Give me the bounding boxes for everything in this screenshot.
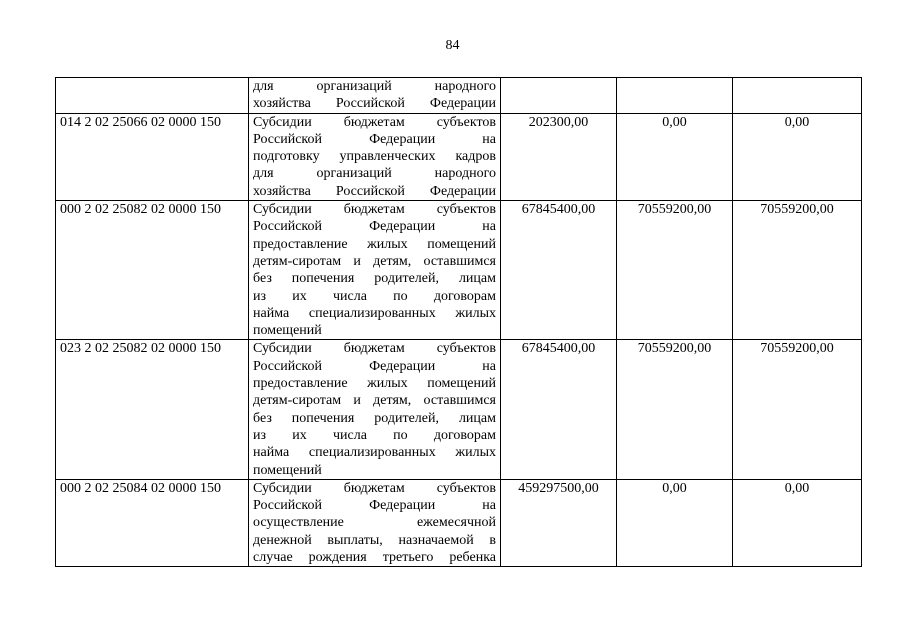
description-line: для организаций народного <box>253 79 496 94</box>
amount-cell-year-3: 70559200,00 <box>733 340 862 479</box>
amount-cell-year-3: 0,00 <box>733 113 862 200</box>
description-line: помещений <box>253 462 322 478</box>
table-row <box>56 113 862 200</box>
amount-cell-year-1 <box>501 78 617 114</box>
description-line: найма специализированных жилых <box>253 445 496 461</box>
budget-code-cell <box>56 78 249 114</box>
page-number: 84 <box>445 38 460 53</box>
description-cell <box>249 78 501 114</box>
description-line: детям-сиротам и детям, оставшимся <box>253 253 496 269</box>
table-row <box>56 479 862 566</box>
description-line: хозяйства Российской Федерации <box>253 183 496 199</box>
description-line: предоставление жилых помещений <box>253 376 496 392</box>
amount-cell-year-1: 67845400,00 <box>501 340 617 479</box>
budget-code-cell: 000 2 02 25082 02 0000 150 <box>56 201 249 340</box>
table-row <box>56 201 862 340</box>
description-line: Российской Федерации на <box>253 498 496 514</box>
description-line: Субсидии бюджетам субъектов <box>253 114 496 130</box>
table-row <box>56 78 862 114</box>
description-line: без попечения родителей, лицам <box>253 410 496 426</box>
amount-cell-year-1: 67845400,00 <box>501 201 617 340</box>
amount-cell-year-3: 70559200,00 <box>733 201 862 340</box>
description-line: хозяйства Российской Федерации <box>253 96 496 112</box>
description-line: Субсидии бюджетам субъектов <box>253 341 496 357</box>
budget-code-cell: 014 2 02 25066 02 0000 150 <box>56 113 249 200</box>
description-line: из их числа по договорам <box>253 427 496 443</box>
table-row <box>56 340 862 479</box>
description-line: Российской Федерации на <box>253 358 496 374</box>
description-line: Российской Федерации на <box>253 131 496 147</box>
description-line: помещений <box>253 323 322 339</box>
description-line: денежной выплаты, назначаемой в <box>253 532 496 548</box>
description-line: найма специализированных жилых <box>253 305 496 321</box>
description-line: осуществление ежемесячной <box>253 515 496 531</box>
budget-table-body <box>56 78 862 567</box>
amount-cell-year-3 <box>733 78 862 114</box>
description-line: подготовку управленческих кадров <box>253 149 496 165</box>
description-cell <box>249 340 501 479</box>
description-line: Субсидии бюджетам субъектов <box>253 202 496 218</box>
amount-cell-year-1: 202300,00 <box>501 113 617 200</box>
description-line: без попечения родителей, лицам <box>253 271 496 287</box>
description-line: случае рождения третьего ребенка <box>253 550 496 566</box>
description-line: Субсидии бюджетам субъектов <box>253 480 496 496</box>
budget-table <box>55 77 862 567</box>
amount-cell-year-2: 70559200,00 <box>617 340 733 479</box>
description-line: детям-сиротам и детям, оставшимся <box>253 393 496 409</box>
description-cell <box>249 479 501 566</box>
amount-cell-year-3: 0,00 <box>733 479 862 566</box>
description-line: Российской Федерации на <box>253 219 496 235</box>
amount-cell-year-1: 459297500,00 <box>501 479 617 566</box>
description-line: из их числа по договорам <box>253 288 496 304</box>
budget-code-cell: 023 2 02 25082 02 0000 150 <box>56 340 249 479</box>
budget-code-cell: 000 2 02 25084 02 0000 150 <box>56 479 249 566</box>
description-cell <box>249 113 501 200</box>
description-cell <box>249 201 501 340</box>
amount-cell-year-2: 0,00 <box>617 113 733 200</box>
amount-cell-year-2 <box>617 78 733 114</box>
description-line: предоставление жилых помещений <box>253 236 496 252</box>
description-line: для организаций народного <box>253 166 496 182</box>
amount-cell-year-2: 0,00 <box>617 479 733 566</box>
amount-cell-year-2: 70559200,00 <box>617 201 733 340</box>
